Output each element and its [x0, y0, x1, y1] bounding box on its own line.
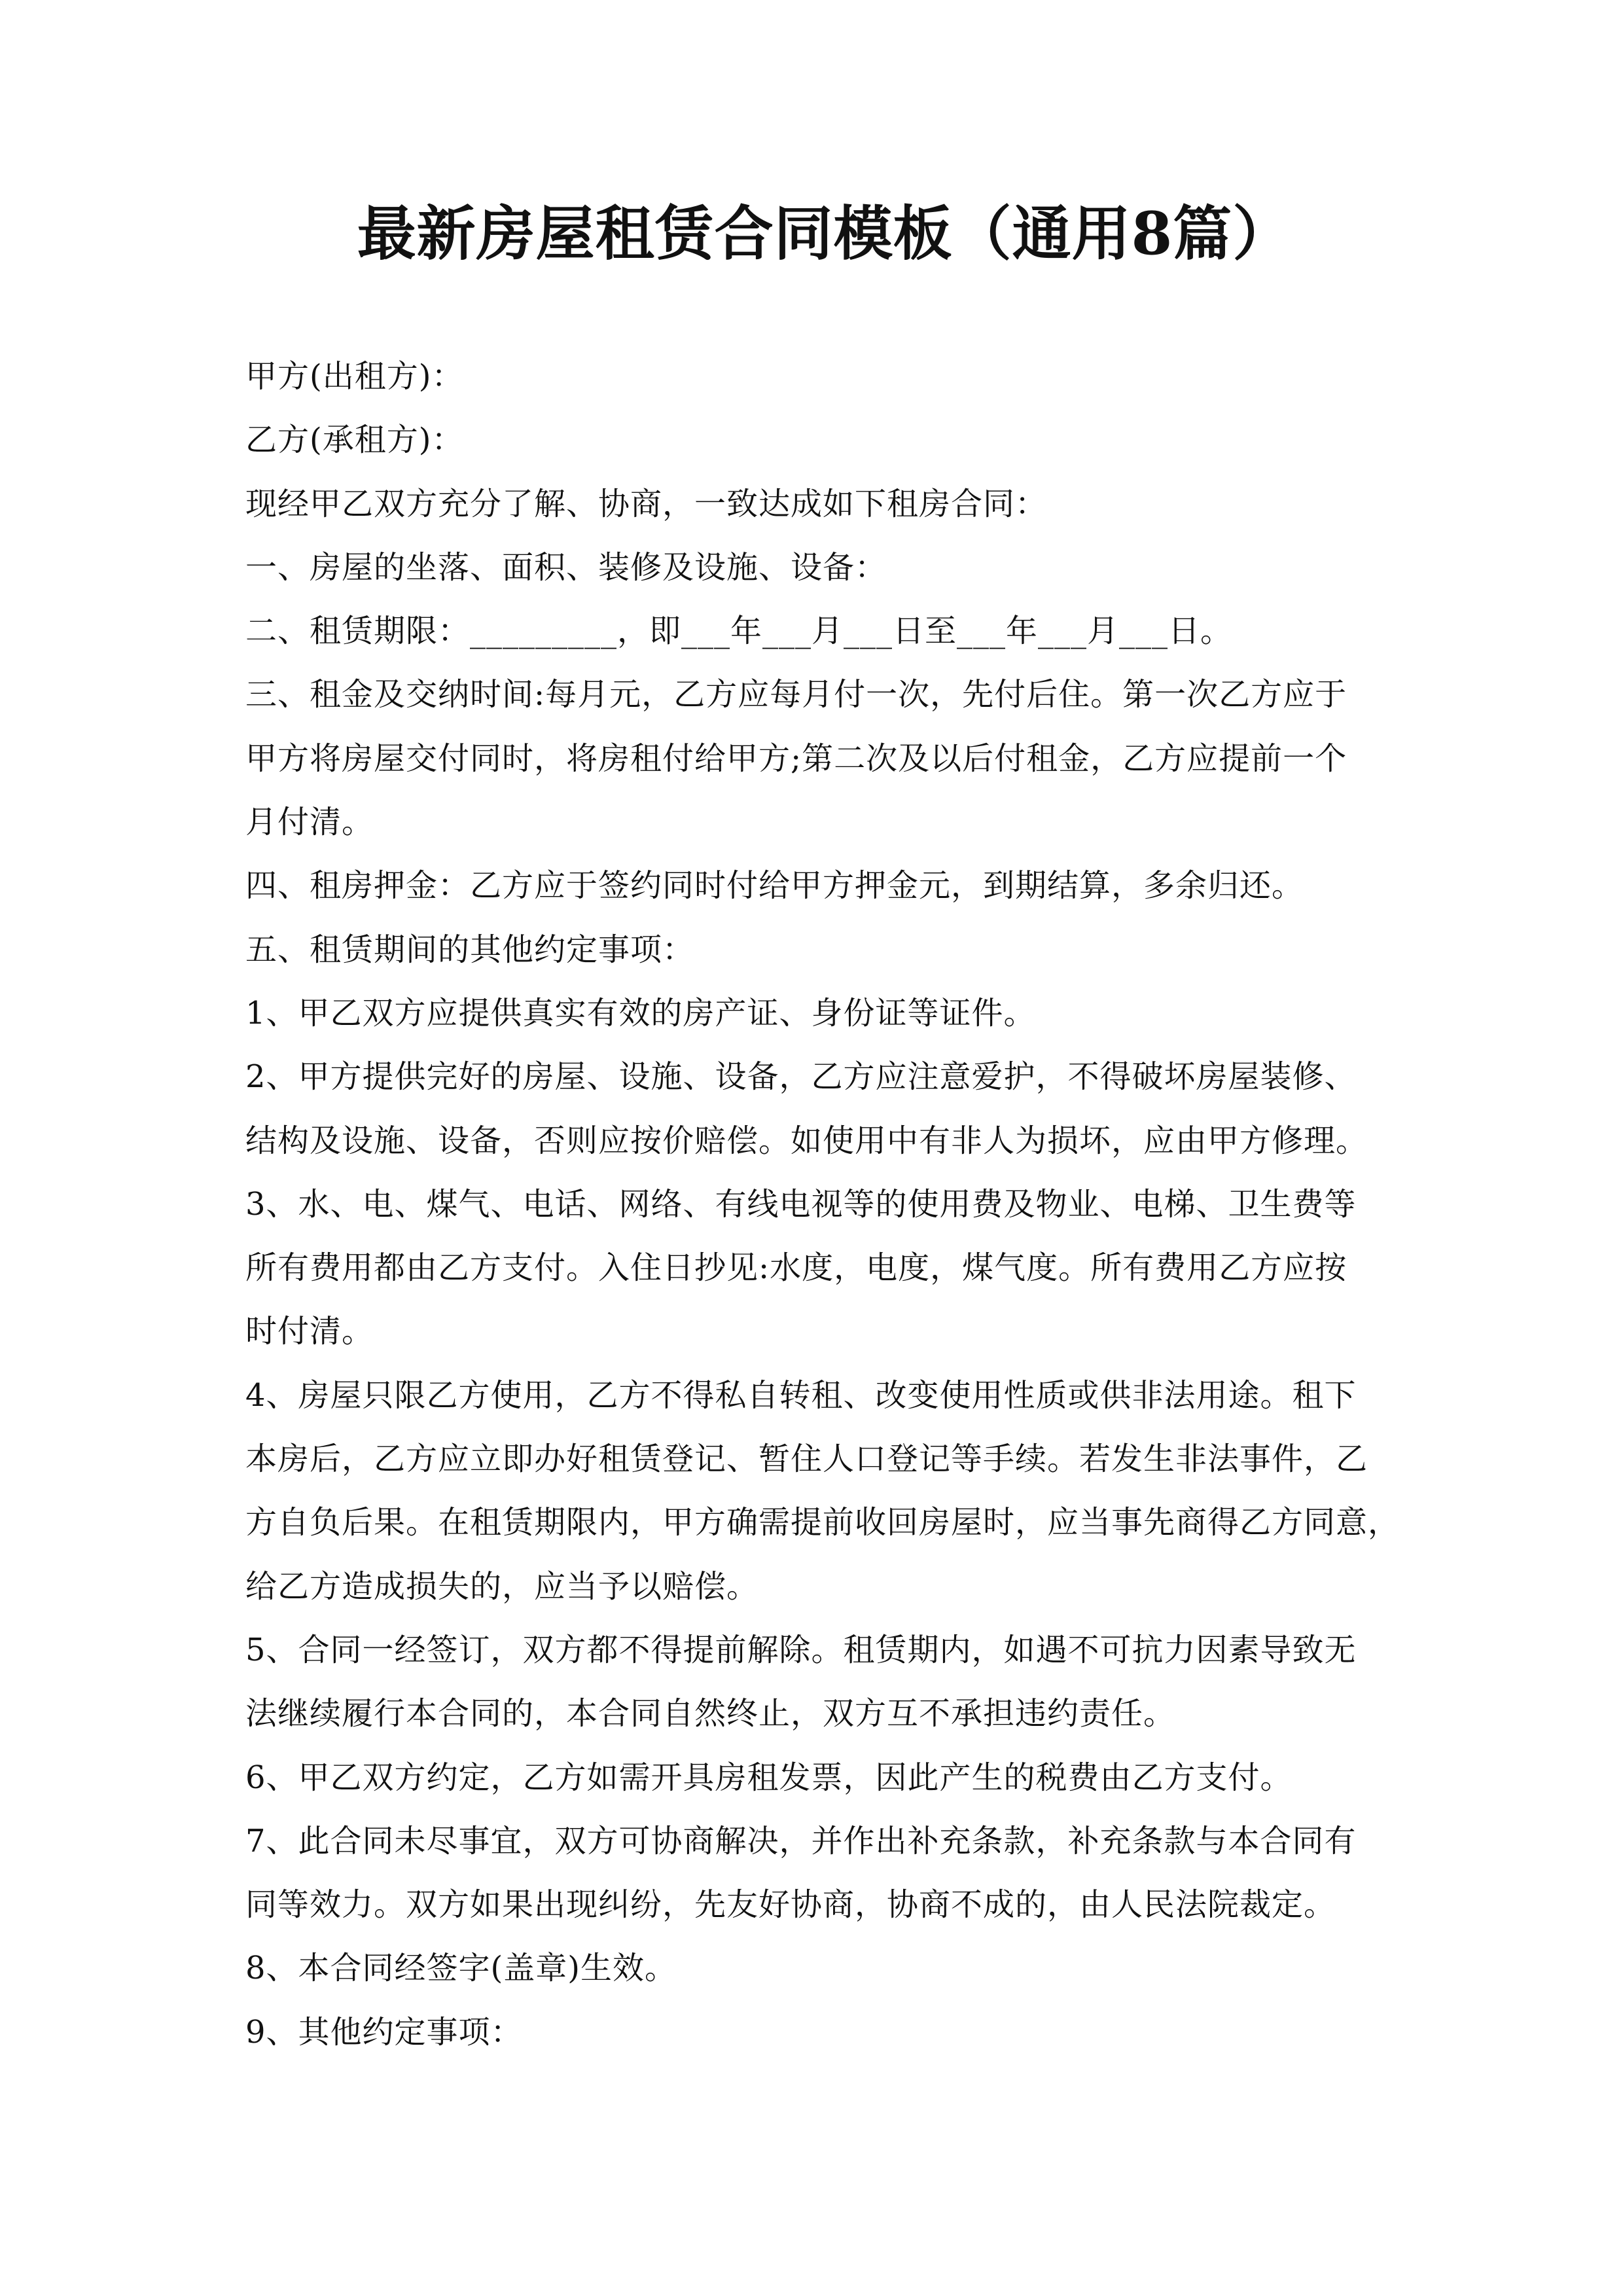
item-3-cont: 所有费用都由乙方支付。入住日抄见:水度，电度，煤气度。所有费用乙方应按 — [245, 1249, 1347, 1287]
item-2-cont: 结构及设施、设备，否则应按价赔偿。如使用中有非人为损坏，应由甲方修理。 — [245, 1122, 1368, 1159]
contract-body — [245, 345, 1410, 2064]
clause-5: 五、租赁期间的其他约定事项： — [245, 931, 695, 968]
document-title: 最新房屋租赁合同模板（通用8篇） — [357, 199, 1293, 268]
item-9: 9、其他约定事项： — [245, 2013, 523, 2051]
item-7-cont: 同等效力。双方如果出现纠纷，先友好协商，协商不成的，由人民法院裁定。 — [245, 1886, 1336, 1924]
clause-3-cont: 月付清。 — [245, 804, 374, 841]
item-3-cont: 时付清。 — [245, 1313, 374, 1350]
item-4-cont: 方自负后果。在租赁期限内，甲方确需提前收回房屋时，应当事先商得乙方同意， — [245, 1504, 1400, 1541]
item-4-cont: 给乙方造成损失的，应当予以赔偿。 — [245, 1568, 759, 1605]
clause-1: 一、房屋的坐落、面积、装修及设施、设备： — [245, 548, 887, 586]
item-2: 2、甲方提供完好的房屋、设施、设备，乙方应注意爱护，不得破坏房屋装修、 — [245, 1058, 1357, 1096]
line-party-b: 乙方(承租方)： — [245, 422, 464, 459]
clause-4: 四、租房押金：乙方应于签约同时付给甲方押金元，到期结算，多余归还。 — [245, 867, 1304, 905]
item-4: 4、房屋只限乙方使用，乙方不得私自转租、改变使用性质或供非法用途。租下 — [245, 1376, 1357, 1414]
clause-2: 二、租赁期限：_________，即___年___月___日至___年___月___日。 — [245, 613, 1233, 650]
item-5: 5、合同一经签订，双方都不得提前解除。租赁期内，如遇不可抗力因素导致无 — [245, 1631, 1357, 1668]
item-4-cont: 本房后，乙方应立即办好租赁登记、暂住人口登记等手续。若发生非法事件，乙 — [245, 1441, 1368, 1478]
item-8: 8、本合同经签字(盖章)生效。 — [245, 1950, 677, 1987]
clause-3-cont: 甲方将房屋交付同时，将房租付给甲方;第二次及以后付租金，乙方应提前一个 — [245, 740, 1347, 777]
line-preamble: 现经甲乙双方充分了解、协商，一致达成如下租房合同： — [245, 485, 1048, 522]
clause-3: 三、租金及交纳时间:每月元，乙方应每月付一次，先付后住。第一次乙方应于 — [245, 676, 1347, 713]
item-5-cont: 法继续履行本合同的，本合同自然终止，双方互不承担违约责任。 — [245, 1695, 1176, 1732]
item-7: 7、此合同未尽事宜，双方可协商解决，并作出补充条款，补充条款与本合同有 — [245, 1822, 1357, 1859]
item-3: 3、水、电、煤气、电话、网络、有线电视等的使用费及物业、电梯、卫生费等 — [245, 1185, 1357, 1223]
item-1: 1、甲乙双方应提供真实有效的房产证、身份证等证件。 — [245, 994, 1036, 1031]
item-6: 6、甲乙双方约定，乙方如需开具房租发票，因此产生的税费由乙方支付。 — [245, 1759, 1293, 1796]
line-party-a: 甲方(出租方)： — [245, 358, 464, 395]
